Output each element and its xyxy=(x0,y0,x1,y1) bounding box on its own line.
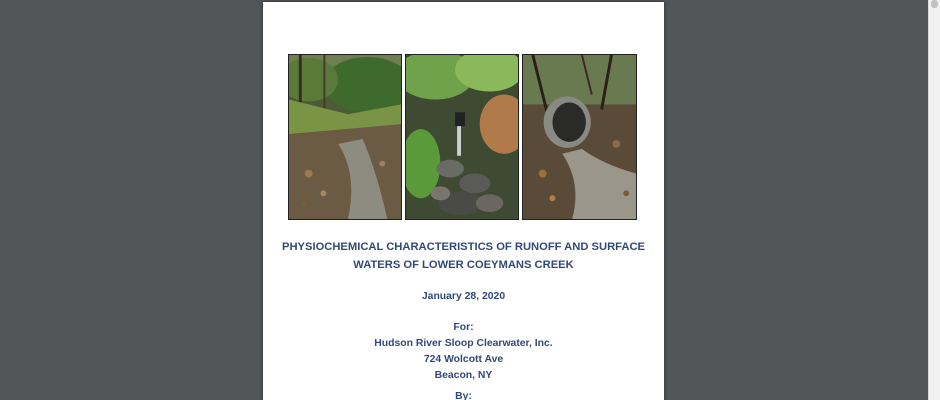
vertical-scrollbar[interactable] xyxy=(928,0,940,400)
for-label: For: xyxy=(453,322,474,333)
document-title xyxy=(263,238,664,274)
by-label: By: xyxy=(455,391,472,400)
address-street: 724 Wolcott Ave xyxy=(423,354,504,365)
title-line-1: PHYSIOCHEMICAL CHARACTERISTICS OF RUNOFF AND SURFACE xyxy=(282,241,645,253)
document-page xyxy=(263,2,664,400)
title-line-2: WATERS OF LOWER COEYMANS CREEK xyxy=(353,259,574,271)
scrollbar-thumb[interactable] xyxy=(931,0,938,8)
report-date: January 28, 2020 xyxy=(421,291,506,302)
pipe-outfall-photo xyxy=(405,54,519,220)
address-city: Beacon, NY xyxy=(434,370,493,381)
creek-bank-photo xyxy=(288,54,402,220)
organization-name: Hudson River Sloop Clearwater, Inc. xyxy=(374,338,553,349)
culvert-photo xyxy=(522,54,637,220)
cover-photos xyxy=(288,54,637,220)
